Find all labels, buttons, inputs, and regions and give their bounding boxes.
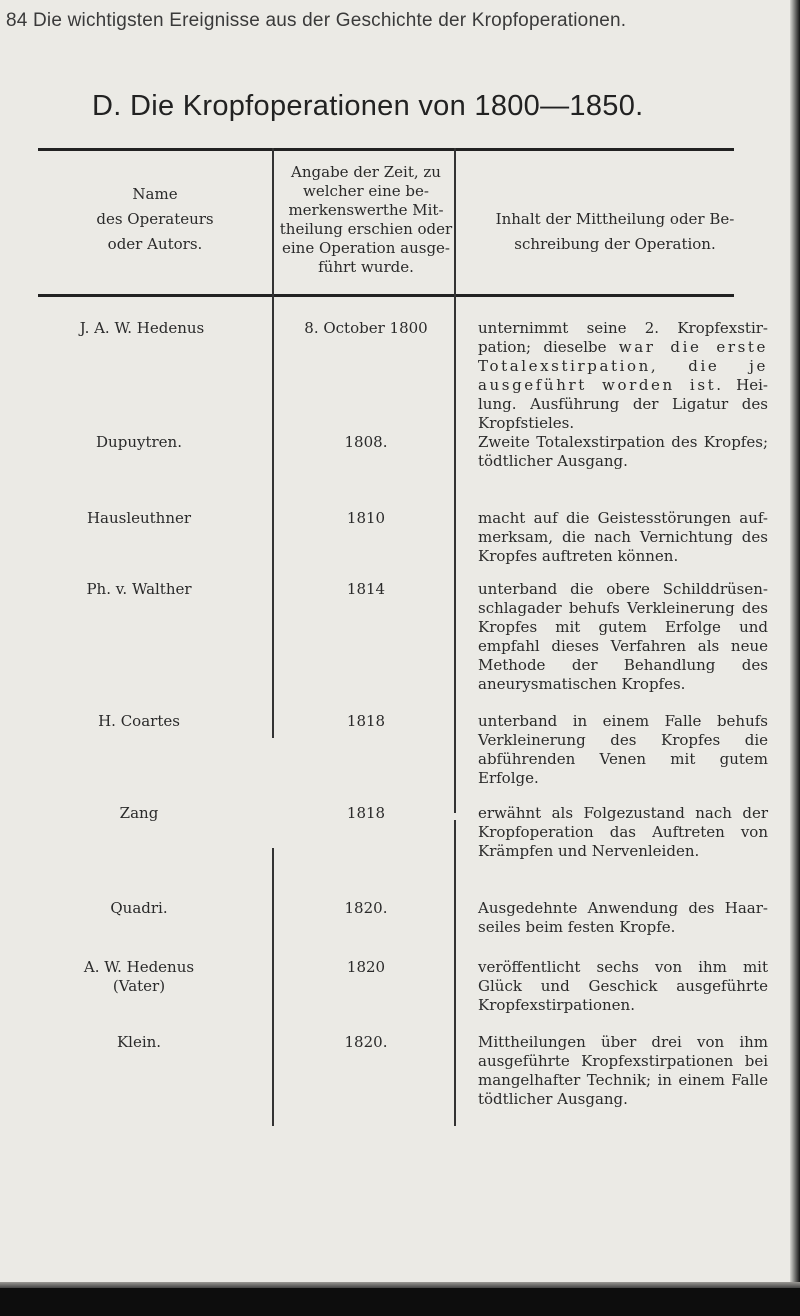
table-header-rule bbox=[38, 294, 734, 297]
row-name: Klein. bbox=[116, 1033, 162, 1051]
row-text: veröffentlicht sechs von ihm mit Glück und Geschick ausgeführte Kropfexstirpationen. bbox=[478, 958, 768, 1014]
scan-edge-right bbox=[790, 0, 800, 1316]
row-name: Ph. v. Walther bbox=[86, 580, 192, 598]
row-text: unterband die obere Schilddrüsen- schlagader behufs Verkleinerung des Kropfes mit gutem Erfolge und empfahl dieses Verfahren als neue Methode der Behandlung des aneurysmatischen Kropfes. bbox=[478, 580, 768, 693]
row-text: erwähnt als Folgezustand nach der Kropfoperation das Auftreten von Krämpfen und Nervenleiden. bbox=[478, 804, 768, 860]
header-name bbox=[40, 185, 270, 254]
row-date: 1820 bbox=[346, 958, 386, 976]
row-name: Zang bbox=[119, 804, 159, 822]
scan-edge-bottom bbox=[0, 1288, 800, 1316]
row-text-part: unternimmt seine 2. Kropfexstir- pation; dieselbe bbox=[478, 319, 768, 356]
header-name-line: Name bbox=[132, 185, 178, 203]
row-name: Dupuytren. bbox=[96, 433, 182, 451]
column-divider-2 bbox=[454, 148, 456, 813]
header-date bbox=[278, 163, 454, 277]
row-date: 1814 bbox=[346, 580, 386, 598]
row-name bbox=[0, 958, 278, 996]
running-head: 84 Die wichtigsten Ereignisse aus der Geschichte der Kropfoperationen. bbox=[6, 10, 627, 31]
row-date: 1820. bbox=[344, 1033, 388, 1051]
row-date: 1820. bbox=[344, 899, 388, 917]
row-name: H. Coartes bbox=[98, 712, 180, 730]
header-name-line: des Operateurs bbox=[96, 210, 214, 228]
row-name: Quadri. bbox=[110, 899, 168, 917]
row-date: 1818 bbox=[346, 712, 386, 730]
row-text bbox=[478, 319, 768, 433]
header-date-line: Angabe der Zeit, zu bbox=[291, 163, 441, 181]
row-name-line: A. W. Hedenus bbox=[83, 958, 195, 976]
header-content bbox=[460, 210, 770, 254]
column-divider-2-lower bbox=[454, 820, 456, 1126]
row-text: macht auf die Geistesstörungen auf- merksam, die nach Vernichtung des Kropfes auftreten können. bbox=[478, 509, 768, 565]
header-date-line: welcher eine be- bbox=[303, 182, 429, 200]
row-date: 1818 bbox=[346, 804, 386, 822]
row-text: Mittheilungen über drei von ihm ausgeführte Kropfexstirpationen bei mangelhafter Technik; in einem Falle tödtlicher Ausgang. bbox=[478, 1033, 768, 1108]
row-name: J. A. W. Hedenus bbox=[79, 319, 205, 337]
row-text: Ausgedehnte Anwendung des Haar- seiles beim festen Kropfe. bbox=[478, 899, 768, 936]
header-date-line: merkenswerthe Mit- bbox=[288, 201, 444, 219]
row-text-part: Hei- lung. Ausführung der Ligatur des Kropfstieles. bbox=[478, 376, 768, 432]
row-date: 8. October 1800 bbox=[304, 319, 428, 337]
row-name-line: (Vater) bbox=[112, 977, 166, 995]
header-date-line: theilung erschien oder bbox=[279, 220, 453, 238]
row-date: 1808. bbox=[344, 433, 388, 451]
header-content-line: schreibung der Operation. bbox=[514, 235, 716, 253]
header-content-line: Inhalt der Mittheilung oder Be- bbox=[495, 210, 735, 228]
row-text-emphasis: war die erste Totalexstirpation, die je ausgeführt worden ist. bbox=[478, 338, 768, 394]
row-date: 1810 bbox=[346, 509, 386, 527]
page-title: D. Die Kropfoperationen von 1800—1850. bbox=[92, 90, 644, 122]
header-date-line: führt wurde. bbox=[318, 258, 414, 276]
table-top-rule bbox=[38, 148, 734, 151]
header-name-line: oder Autors. bbox=[107, 235, 203, 253]
row-text: unterband in einem Falle behufs Verkleinerung des Kropfes die abführenden Venen mit gutem Erfolge. bbox=[478, 712, 768, 787]
row-name: Hausleuthner bbox=[86, 509, 192, 527]
header-date-line: eine Operation ausge- bbox=[281, 239, 450, 257]
row-text: Zweite Totalexstirpation des Kropfes; tödtlicher Ausgang. bbox=[478, 433, 768, 470]
